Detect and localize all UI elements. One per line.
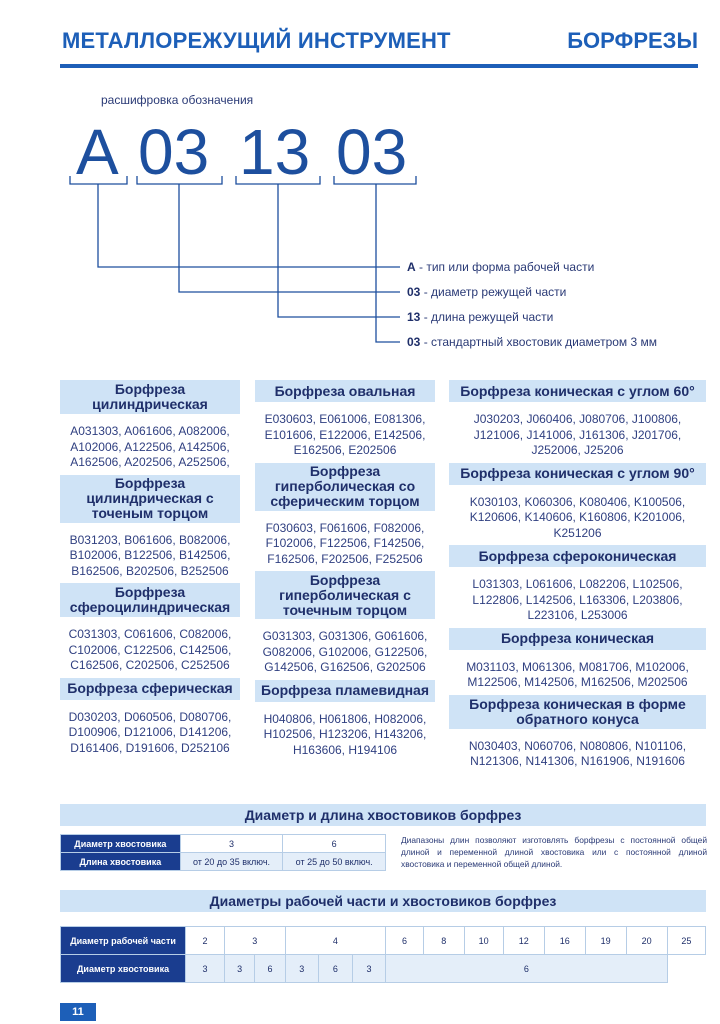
table-row [61,927,706,955]
category-codes: G031303, G031306, G061606, G082006, G102006, G122506, G142506, G162506, G202506 [262,629,428,674]
column-1 [60,380,240,760]
category-title: Борфреза гиперболическая со сферическим торцом [255,463,435,511]
table-cell: 20 [626,927,667,955]
category-codes: M031103, M061306, M081706, M102006, M122506, M142506, M162506, M202506 [466,659,689,689]
category-title: Борфреза сферическая [60,678,240,700]
bracket-shank [334,176,416,184]
table-cell: 3 [352,955,385,983]
category-codes: A031303, A061606, A082006, A102006, A122506, A142506, A162506, A202506, A252506, [70,424,230,469]
shank-table-title: Диаметр и длина хвостовиков борфрез [60,804,706,826]
table-cell: 3 [180,835,283,853]
row-header: Диаметр хвостовика [61,955,186,983]
table-cell: 3 [186,955,225,983]
table-cell: 6 [386,955,668,983]
category-title: Борфреза овальная [255,380,435,402]
leader-length [278,184,400,317]
table-cell: 12 [503,927,544,955]
column-3 [449,380,706,774]
diam-table [60,926,706,983]
table-cell: 6 [318,955,352,983]
category-codes: F030603, F061606, F082006, F102006, F122506, F142506, F162506, F202506, F252506 [265,520,425,566]
table-cell: 3 [285,955,318,983]
diam-table-title: Диаметры рабочей части и хвостовиков борфрез [60,890,706,912]
table-cell: 2 [186,927,225,955]
table-cell: 19 [585,927,626,955]
table-cell: 3 [224,927,285,955]
category-title: Борфреза коническая с углом 90° [449,463,706,485]
header-section: БОРФРЕЗЫ [567,28,698,53]
bracket-type [70,176,127,184]
header-title: МЕТАЛЛОРЕЖУЩИЙ ИНСТРУМЕНТ [62,28,451,53]
legend-shank: 03 - стандартный хвостовик диаметром 3 мм [407,335,658,349]
shank-note: Диапазоны длин позволяют изготовлять борфрезы с постоянной общей длиной и переменной длиной хвостовика или с постоянной длиной хвостовика и переменной общей длиной. [401,835,707,869]
category-title: Борфреза коническая [449,628,706,650]
table-cell: 6 [283,835,386,853]
leader-diameter [179,184,400,292]
table-row [61,853,386,871]
category-title: Борфреза цилиндрическая [60,380,240,414]
code-part-length: 13 [239,116,311,188]
leader-shank [376,184,400,342]
category-title: Борфреза коническая в форме обратного конуса [449,695,706,729]
category-codes: L031303, L061606, L082206, L102506, L122806, L142506, L163306, L203806, L223106, L253006 [472,577,683,622]
category-codes: B031203, B061606, B082006, B102006, B122506, B142506, B162506, B202506, B252506 [69,532,231,578]
table-cell: от 25 до 50 включ. [283,853,386,871]
category-title: Борфреза пламевидная [255,680,435,702]
table-row [61,955,706,983]
row-header: Диаметр рабочей части [61,927,186,955]
category-codes: C031303, C061606, C082006, C102006, C122506, C142506, C162506, C202506, C252506 [68,627,232,672]
table-cell: 6 [255,955,285,983]
category-title: Борфреза коническая с углом 60° [449,380,706,402]
table-cell: 6 [386,927,424,955]
table-cell: 3 [224,955,254,983]
page-number: 11 [60,1003,96,1021]
category-title: Борфреза сфероцилиндрическая [60,583,240,617]
table-cell: 16 [544,927,585,955]
legend-type: A - тип или форма рабочей части [407,260,595,274]
decoding-caption: расшифровка обозначения [101,93,254,107]
code-part-shank: 03 [336,116,408,188]
row-header: Диаметр хвостовика [61,835,181,853]
leader-type [98,184,400,267]
row-header: Длина хвостовика [61,853,181,871]
category-title: Борфреза гиперболическая с точечным торцом [255,571,435,619]
table-cell: от 20 до 35 включ. [180,853,283,871]
category-codes: K030103, K060306, K080406, K100506, K120606, K140606, K160806, K201006, K251206 [469,494,686,540]
table-row [61,835,386,853]
decoding-diagram [0,0,720,360]
category-codes: N030403, N060706, N080806, N101106, N121306, N141306, N161906, N191606 [468,738,687,768]
code-part-type: A [76,116,119,188]
shank-table [60,834,386,871]
category-title: Борфреза цилиндрическая с точеным торцом [60,475,240,523]
table-cell: 8 [423,927,464,955]
column-2 [255,380,435,762]
table-cell: 25 [667,927,705,955]
table-cell: 4 [285,927,385,955]
category-codes: J030203, J060406, J080706, J100806, J121006, J141006, J161306, J201706, J252006, J25206 [473,412,682,457]
table-cell: 10 [464,927,503,955]
category-codes: E030603, E061006, E081306, E101606, E122006, E142506, E162506, E202506 [264,412,426,457]
legend-length: 13 - длина режущей части [407,310,554,324]
legend-diameter: 03 - диаметр режущей части [407,285,567,299]
category-title: Борфреза сфероконическая [449,545,706,567]
category-codes: D030203, D060506, D080706, D100906, D121006, D141206, D161406, D191606, D252106 [68,709,232,755]
code-part-diameter: 03 [138,116,210,188]
bracket-diameter [137,176,222,184]
category-codes: H040806, H061806, H082006, H102506, H123206, H143206, H163606, H194106 [263,711,427,757]
bracket-length [236,176,320,184]
